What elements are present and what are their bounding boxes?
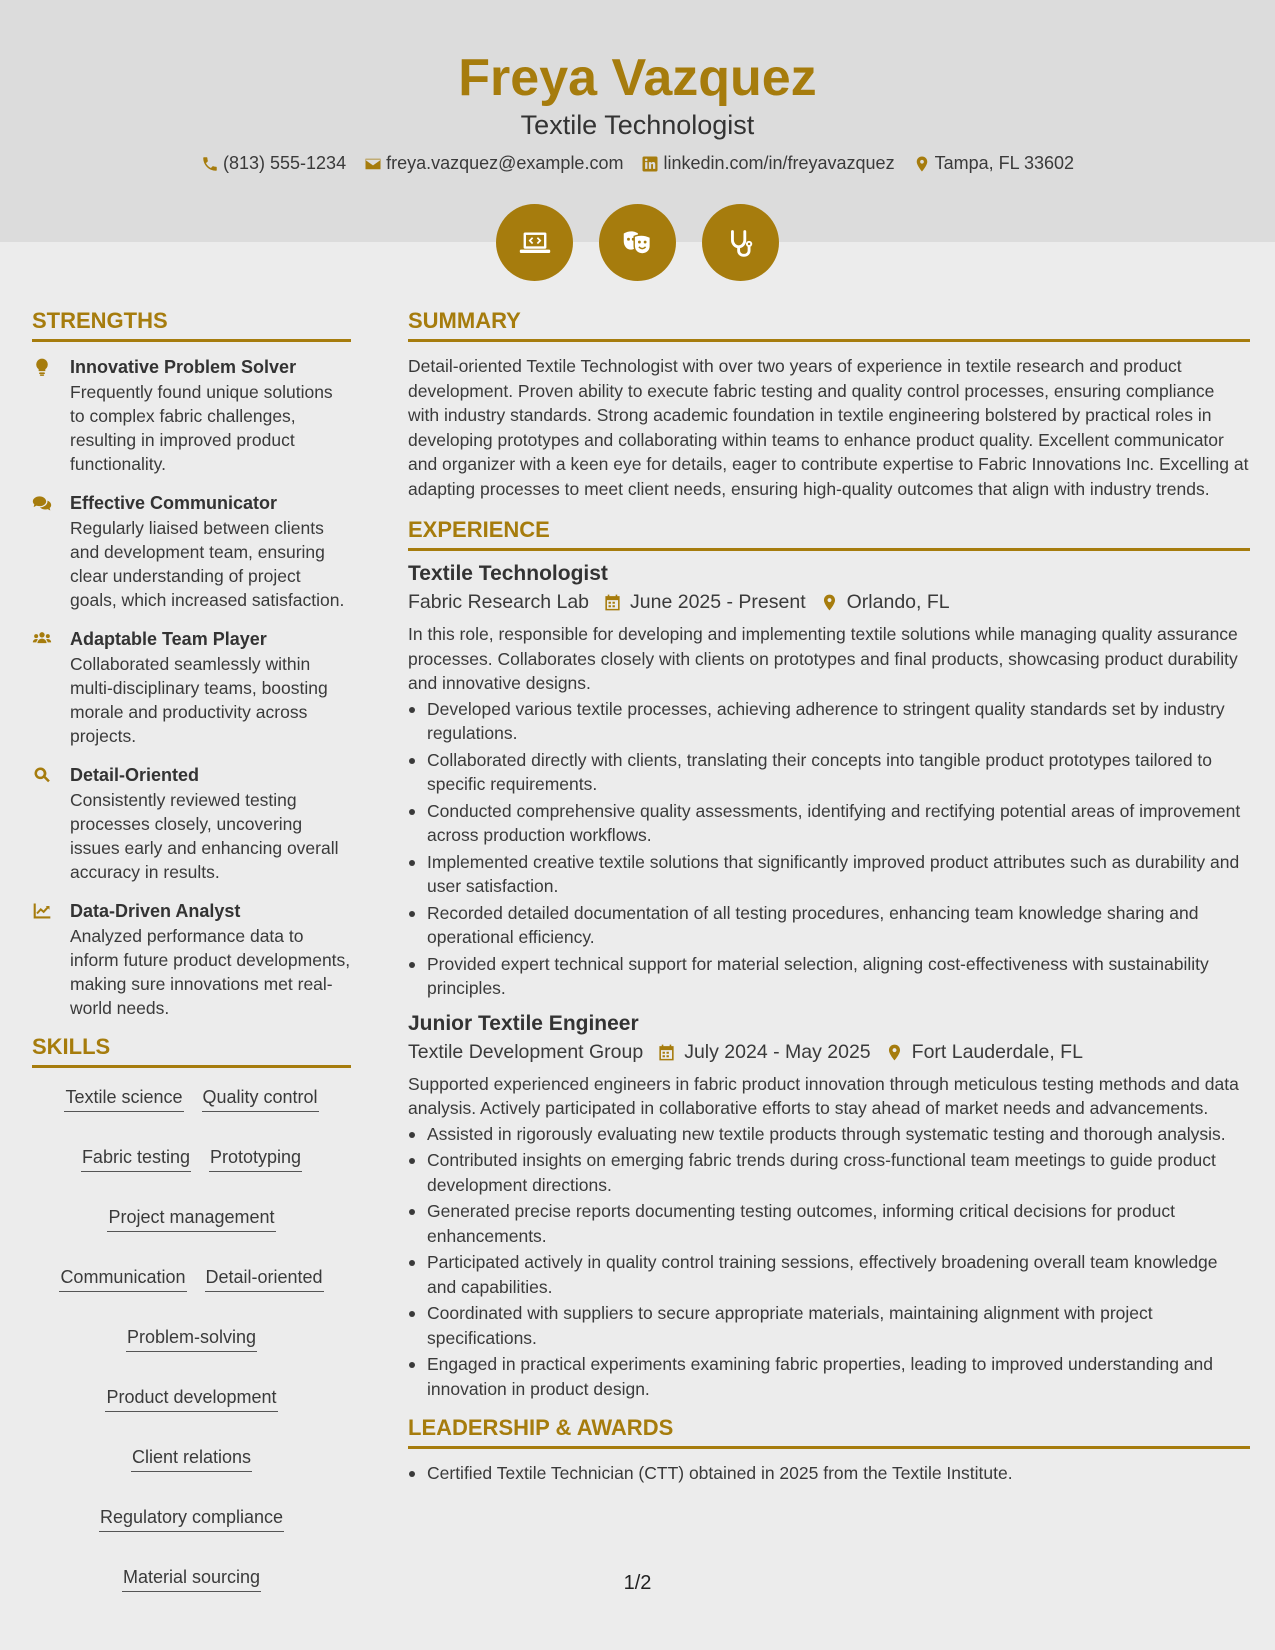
linkedin-icon [641, 155, 659, 173]
right-column [408, 308, 1250, 1488]
contact-location [913, 153, 1074, 174]
calendar-icon [603, 593, 622, 612]
job-entry [408, 559, 1250, 1001]
job-title: Junior Textile Engineer [408, 1011, 639, 1035]
contact-linkedin[interactable] [641, 153, 894, 174]
users-icon [32, 629, 52, 649]
interest-circle-medical [702, 204, 779, 281]
list-item: Contributed insights on emerging fabric trends during cross-functional team meetings to guide product development directions. [408, 1148, 1250, 1197]
location-text: Tampa, FL 33602 [934, 153, 1074, 173]
job-location: Orlando, FL [846, 591, 950, 613]
strength-description: Regularly liaised between clients and development team, ensuring clear understanding of project goals, which increased satisfaction. [70, 518, 345, 610]
list-item: Provided expert technical support for material selection, aligning cost-effectiveness with sustainability principles. [408, 952, 1250, 1001]
summary-text: Detail-oriented Textile Technologist with over two years of experience in textile research and product development. Proven ability to execute fabric testing and quality control processes, ensuring compliance with industry standards. Strong academic foundation in textile engineering bolstered by practical roles in developing prototypes and collaborating within teams to enhance product quality. Excellent communicator and organizer with a keen eye for details, eager to contribute expertise to Fabric Innovations Inc. Excelling at adapting processes to meet client needs, ensuring high-quality outcomes that align with industry trends. [408, 356, 1249, 499]
list-item: Engaged in practical experiments examining fabric properties, leading to improved understanding and innovation in product design. [408, 1352, 1250, 1401]
job-entry [408, 1009, 1250, 1402]
strength-description: Consistently reviewed testing processes closely, uncovering issues early and enhancing overall accuracy in results. [70, 790, 339, 882]
strength-item [32, 626, 351, 748]
skills-list [32, 1086, 351, 1592]
job-dates: July 2024 - May 2025 [684, 1040, 871, 1063]
list-item: Conducted comprehensive quality assessments, identifying and rectifying potential areas of improvement across production workflows. [408, 799, 1250, 848]
phone-text: (813) 555-1234 [222, 153, 347, 173]
list-item: Generated precise reports documenting testing outcomes, informing critical decisions for product enhancements. [408, 1199, 1250, 1248]
skill-tag: Project management [107, 1206, 275, 1232]
lightbulb-icon [32, 357, 52, 377]
phone-icon [201, 155, 219, 173]
page-number: 1/2 [623, 1572, 652, 1594]
job-description: In this role, responsible for developing and implementing textile solutions while managing quality assurance processes. Collaborates closely with clients on prototypes and final products, showcasing product durability and innovative designs. [408, 624, 1238, 693]
map-marker-icon [820, 593, 839, 612]
skill-tag: Client relations [131, 1446, 252, 1472]
strength-description: Collaborated seamlessly within multi-disciplinary teams, boosting morale and productivity across projects. [70, 654, 328, 746]
contact-bar [0, 153, 1275, 174]
job-bullets [408, 697, 1250, 1001]
chart-line-icon [32, 901, 52, 921]
experience-heading: EXPERIENCE [408, 517, 1250, 551]
candidate-name: Freya Vazquez [458, 49, 817, 107]
calendar-icon [657, 1043, 676, 1062]
strength-item [32, 762, 351, 884]
linkedin-text: linkedin.com/in/freyavazquez [663, 153, 895, 173]
list-item: Participated actively in quality control training sessions, effectively broadening overall team knowledge and capabilities. [408, 1250, 1250, 1299]
skill-tag: Fabric testing [81, 1146, 191, 1172]
strength-title: Effective Communicator [70, 493, 278, 513]
strength-title: Data-Driven Analyst [70, 901, 241, 921]
list-item: Coordinated with suppliers to secure appropriate materials, maintaining alignment with project specifications. [408, 1301, 1250, 1350]
strength-title: Innovative Problem Solver [70, 357, 297, 377]
strength-description: Analyzed performance data to inform future product developments, making sure innovations met real-world needs. [70, 926, 351, 1018]
candidate-title: Textile Technologist [520, 110, 755, 140]
stethoscope-icon [722, 224, 760, 262]
strength-item [32, 490, 351, 612]
skill-tag: Textile science [64, 1086, 183, 1112]
contact-phone [201, 153, 346, 174]
skill-tag: Product development [105, 1386, 277, 1412]
job-meta [408, 591, 1250, 614]
list-item: Developed various textile processes, achieving adherence to stringent quality standards set by industry regulations. [408, 697, 1250, 746]
job-location: Fort Lauderdale, FL [911, 1040, 1083, 1063]
strength-title: Adaptable Team Player [70, 629, 267, 649]
skill-tag: Material sourcing [122, 1566, 261, 1592]
strength-item [32, 354, 351, 476]
leadership-heading: LEADERSHIP & AWARDS [408, 1415, 1250, 1449]
comments-icon [32, 493, 52, 513]
list-item: Collaborated directly with clients, translating their concepts into tangible product prototypes tailored to specific requirements. [408, 748, 1250, 797]
theater-masks-icon [619, 224, 657, 262]
left-column [32, 308, 351, 1592]
skill-tag: Regulatory compliance [99, 1506, 284, 1532]
laptop-code-icon [516, 224, 554, 262]
contact-email[interactable] [364, 153, 623, 174]
map-marker-icon [913, 155, 931, 173]
job-bullets [408, 1122, 1250, 1402]
skills-section [32, 1034, 351, 1592]
job-description: Supported experienced engineers in fabric product innovation through meticulous testing methods and data analysis. Actively participated in collaborative efforts to stay ahead of market needs and advancements. [408, 1073, 1239, 1118]
list-item: Recorded detailed documentation of all testing procedures, enhancing team knowledge sharing and operational efficiency. [408, 901, 1250, 950]
list-item: Certified Textile Technician (CTT) obtained in 2025 from the Textile Institute. [408, 1461, 1250, 1486]
strength-title: Detail-Oriented [70, 765, 200, 785]
skills-heading: SKILLS [32, 1034, 351, 1068]
map-marker-icon [885, 1043, 904, 1062]
interest-icons [0, 204, 1275, 281]
interest-circle-coding [496, 204, 573, 281]
skill-tag: Prototyping [209, 1146, 302, 1172]
job-company: Fabric Research Lab [408, 591, 590, 613]
list-item: Implemented creative textile solutions that significantly improved product attributes such as durability and user satisfaction. [408, 850, 1250, 899]
search-icon [32, 765, 52, 785]
job-meta [408, 1041, 1250, 1064]
interest-circle-theater [599, 204, 676, 281]
leadership-list [408, 1461, 1250, 1486]
summary-heading: SUMMARY [408, 308, 1250, 342]
strength-item [32, 898, 351, 1020]
skill-tag: Detail-oriented [205, 1266, 324, 1292]
list-item: Assisted in rigorously evaluating new textile products through systematic testing and thorough analysis. [408, 1122, 1250, 1147]
strength-description: Frequently found unique solutions to complex fabric challenges, resulting in improved product functionality. [70, 382, 333, 474]
job-title: Textile Technologist [408, 562, 608, 585]
envelope-icon [364, 155, 382, 173]
strengths-heading: STRENGTHS [32, 308, 351, 342]
job-company: Textile Development Group [408, 1040, 644, 1063]
skill-tag: Quality control [202, 1086, 319, 1112]
email-text: freya.vazquez@example.com [386, 153, 624, 173]
skill-tag: Problem-solving [126, 1326, 257, 1352]
skill-tag: Communication [59, 1266, 186, 1292]
job-dates: June 2025 - Present [630, 591, 806, 613]
